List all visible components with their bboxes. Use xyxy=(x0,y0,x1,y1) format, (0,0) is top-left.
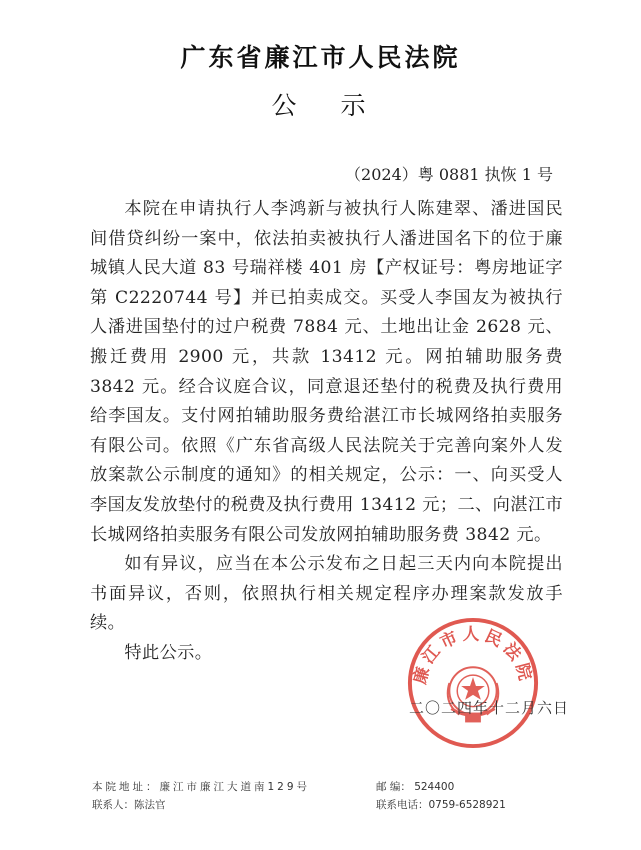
address-label: 本院地址： xyxy=(92,781,160,793)
footer-contact xyxy=(92,796,310,814)
phone-value: 0759-6528921 xyxy=(428,799,506,811)
footer-left xyxy=(92,778,310,814)
notice-paragraph-main: 本院在申请执行人李鸿新与被执行人陈建翠、潘进国民间借贷纠纷一案中，依法拍卖被执行人潘进国名下的位于廉城镇人民大道 83 号瑞祥楼 401 房【产权证号：粤房地证字第 C2220744 号】并已拍卖成交。买受人李国友为被执行人潘进国垫付的过户税费 7884 元、土地出让金 2628 元、搬迁费用 2900 元，共款 13412 元。网拍辅助服务费 3842 元。经合议庭合议，同意退还垫付的税费及执行费用给李国友。支付网拍辅助服务费给湛江市长城网络拍卖服务有限公司。依照《广东省高级人民法院关于完善向案外人发放案款公示制度的通知》的相关规定，公示：一、向买受人李国友发放垫付的税费及执行费用 13412 元；二、向湛江市长城网络拍卖服务有限公司发放网拍辅助服务费 3842 元。 xyxy=(90,199,563,545)
notice-title: 公 示 xyxy=(271,91,384,120)
footer-postcode xyxy=(376,778,506,796)
contact-value: 陈法官 xyxy=(134,799,166,811)
seal-text: 廉江市人民法院 xyxy=(409,623,537,687)
notice-date: 二〇二四年十二月六日 xyxy=(408,699,569,717)
case-number: （2024）粤 0881 执恢 1 号 xyxy=(345,165,553,184)
court-seal-stamp xyxy=(404,614,542,752)
postcode-label: 邮 编： xyxy=(376,781,411,793)
postcode-value: 524400 xyxy=(414,781,455,793)
address-value: 廉江市廉江大道南129号 xyxy=(159,781,311,793)
svg-text:廉江市人民法院 xyxy=(409,624,537,686)
footer-address xyxy=(92,778,310,796)
footer-right xyxy=(376,778,506,814)
notice-paragraph-closing: 特此公示。 xyxy=(124,642,213,663)
contact-label: 联系人： xyxy=(92,799,134,811)
footer-phone xyxy=(376,796,506,814)
notice-paragraph-objection: 如有异议，应当在本公示发布之日起三天内向本院提出书面异议，否则，依照执行相关规定程序办理案款发放手续。 xyxy=(90,554,563,634)
court-name-heading: 广东省廉江市人民法院 xyxy=(180,43,461,72)
phone-label: 联系电话： xyxy=(376,799,429,811)
notice-body xyxy=(90,195,563,669)
